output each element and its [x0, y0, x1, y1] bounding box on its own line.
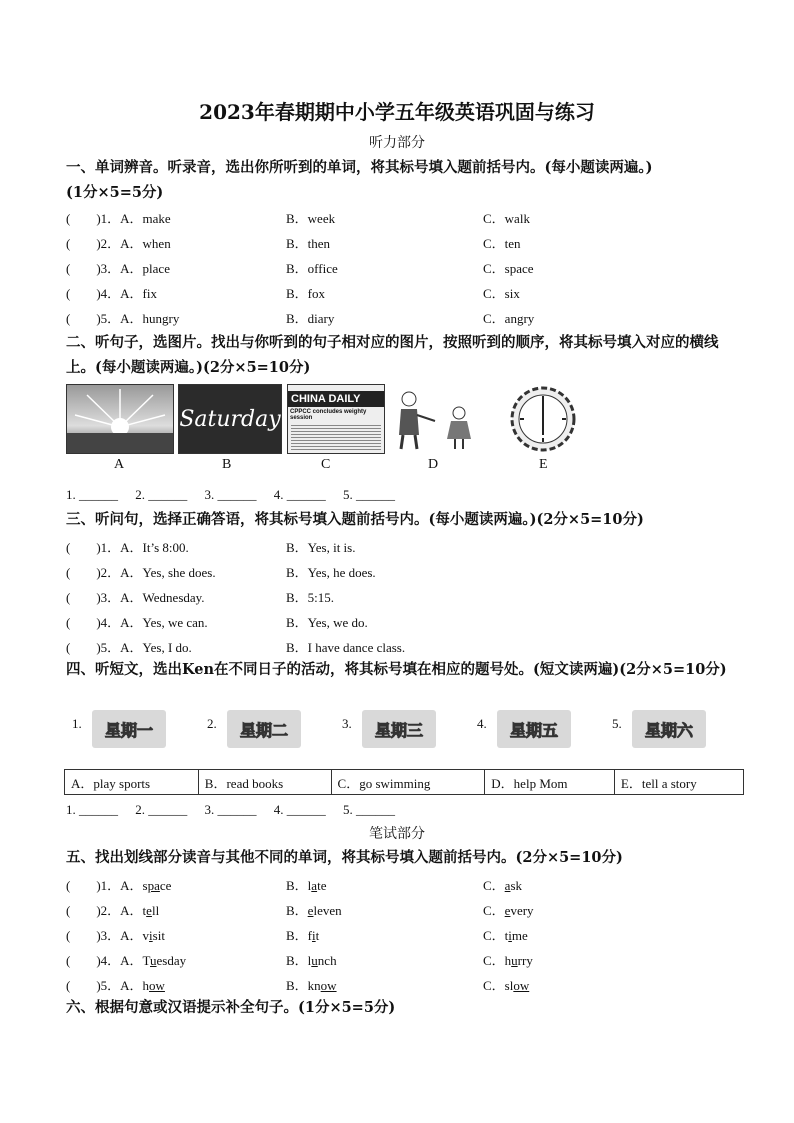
question-row — [66, 258, 746, 282]
word-prefix: C．t — [483, 928, 509, 943]
option-c[interactable] — [483, 925, 528, 944]
option-a[interactable] — [66, 875, 171, 894]
question-row — [66, 612, 746, 636]
word-prefix: T — [142, 953, 151, 968]
activity-b: B．read books — [198, 770, 331, 795]
day-item — [207, 716, 288, 740]
option-b[interactable] — [286, 875, 326, 894]
underlined-part: i — [508, 928, 512, 943]
day-number: 5. — [612, 716, 622, 731]
newspaper-masthead: CHINA DAILY — [288, 391, 384, 407]
word-suffix: sit — [152, 928, 165, 943]
question-row — [66, 950, 746, 974]
word-suffix: te — [317, 878, 327, 893]
section-2-blanks — [66, 487, 409, 503]
section-5-heading: 五、找出划线部分读音与其他不同的单词，将其标号填入题前括号内。(2分×5=10分) — [66, 849, 623, 866]
day-number: 3. — [342, 716, 352, 731]
option-c[interactable] — [483, 875, 522, 894]
word-suffix: nch — [317, 953, 337, 968]
blank-3[interactable]: 3. ______ — [204, 802, 257, 817]
word-prefix: h — [142, 978, 150, 993]
table-row — [65, 770, 744, 795]
word-suffix: rry — [517, 953, 533, 968]
writing-section-title: 笔试部分 — [369, 826, 425, 842]
word-suffix: ll — [151, 903, 160, 918]
option-a[interactable]: ( )4．A．Yes, we can. — [66, 615, 208, 630]
weekday-image: 星期二 — [227, 710, 301, 748]
picture-b-saturday — [178, 384, 282, 454]
section-1-heading: 一、单词辨音。听录音，选出你所听到的单词，将其标号填入题前括号内。(每小题读两遍。) (1分×5=5分) — [66, 159, 653, 201]
section-6-heading: 六、根据句意或汉语提示补全句子。(1分×5=5分) — [66, 999, 396, 1016]
blank-4[interactable]: 4. ______ — [273, 487, 326, 502]
word-prefix: B．kn — [286, 978, 321, 993]
blank-2[interactable]: 2. ______ — [135, 487, 188, 502]
option-b[interactable]: B．Yes, we do. — [286, 615, 368, 630]
option-b[interactable]: B．5:15. — [286, 590, 335, 605]
word-prefix: C． — [483, 903, 505, 918]
underlined-part: i — [312, 928, 316, 943]
option-a[interactable]: ( )3．A．Wednesday. — [66, 590, 205, 605]
page-title: 2023年春期期中小学五年级英语巩固与练习 — [199, 100, 595, 124]
people-image — [387, 385, 483, 453]
question-row — [66, 875, 746, 899]
option-a[interactable]: ( )1．A．make — [66, 211, 171, 226]
underlined-part: u — [311, 953, 318, 968]
blank-2[interactable]: 2. ______ — [135, 802, 188, 817]
option-a[interactable]: ( )5．A．Yes, I do. — [66, 640, 192, 655]
option-a[interactable] — [66, 950, 186, 969]
section-4-blanks — [66, 802, 409, 818]
day-item — [72, 716, 153, 740]
picture-e-clock — [494, 384, 592, 454]
day-item — [342, 716, 423, 740]
blank-1[interactable]: 1. ______ — [66, 487, 118, 502]
picture-label-c: C — [321, 457, 331, 472]
word-prefix: B．l — [286, 878, 312, 893]
option-b[interactable] — [286, 950, 337, 969]
word-suffix: me — [511, 928, 528, 943]
day-item — [477, 716, 558, 740]
option-b[interactable]: B．I have dance class. — [286, 640, 406, 655]
question-row — [66, 900, 746, 924]
option-a[interactable]: ( )2．A．when — [66, 236, 171, 251]
option-b[interactable]: B．fox — [286, 286, 326, 301]
word-prefix: B．f — [286, 928, 313, 943]
blank-5[interactable]: 5. ______ — [343, 802, 395, 817]
option-c[interactable] — [483, 975, 529, 994]
option-b[interactable]: B．Yes, it is. — [286, 540, 356, 555]
question-row — [66, 562, 746, 586]
option-b[interactable]: B．week — [286, 211, 336, 226]
picture-c-newspaper — [287, 384, 385, 454]
picture-a-sunrise — [66, 384, 174, 454]
word-prefix: C． — [483, 878, 505, 893]
option-b[interactable]: B．diary — [286, 311, 335, 326]
picture-label-b: B — [222, 457, 232, 472]
picture-label-e: E — [539, 457, 548, 472]
activity-d: D．help Mom — [485, 770, 615, 795]
underlined-part: ow — [513, 978, 530, 993]
weekday-image: 星期六 — [632, 710, 706, 748]
option-b[interactable]: B．Yes, he does. — [286, 565, 376, 580]
option-c[interactable]: C．ten — [483, 236, 521, 251]
option-c[interactable] — [483, 900, 534, 919]
question-number: ( )4．A． — [66, 953, 143, 968]
picture-label-a: A — [114, 457, 125, 472]
word-suffix: very — [510, 903, 534, 918]
question-row — [66, 308, 746, 332]
question-row — [66, 208, 746, 232]
question-row — [66, 233, 746, 257]
underlined-part: a — [504, 878, 511, 893]
blank-1[interactable]: 1. ______ — [66, 802, 118, 817]
activity-a: A．play sports — [65, 770, 199, 795]
option-a[interactable]: ( )5．A．hungry — [66, 311, 180, 326]
option-b[interactable] — [286, 925, 319, 944]
activity-e: E．tell a story — [614, 770, 743, 795]
weekday-image: 星期一 — [92, 710, 166, 748]
section-1-score: (1分×5=5分) — [66, 184, 164, 201]
question-number: ( )5．A． — [66, 978, 143, 993]
day-number: 2. — [207, 716, 217, 731]
option-a-word[interactable] — [143, 978, 165, 993]
weekday-image: 星期三 — [362, 710, 436, 748]
underlined-part: e — [504, 903, 511, 918]
section-3-heading: 三、听问句，选择正确答语，将其标号填入题前括号内。(每小题读两遍。)(2分×5=10分) — [66, 511, 644, 528]
option-b[interactable]: B．then — [286, 236, 331, 251]
option-c[interactable]: C．walk — [483, 211, 530, 226]
day-number: 1. — [72, 716, 82, 731]
word-suffix: sk — [510, 878, 523, 893]
option-b[interactable] — [286, 900, 342, 919]
section-4-heading: 四、听短文，选出Ken在不同日子的活动，将其标号填在相应的题号处。(短文读两遍)(2分×5=10分) — [66, 661, 727, 678]
option-a-word[interactable] — [143, 878, 172, 893]
underlined-part: a — [311, 878, 318, 893]
word-suffix: t — [315, 928, 320, 943]
blank-5[interactable]: 5. ______ — [343, 487, 395, 502]
word-prefix: t — [142, 903, 147, 918]
underlined-part: ow — [149, 978, 165, 993]
option-c[interactable]: C．angry — [483, 311, 535, 326]
word-suffix: leven — [313, 903, 342, 918]
option-c[interactable] — [483, 950, 533, 969]
option-a[interactable]: ( )1．A．It’s 8:00. — [66, 540, 189, 555]
picture-d-people — [386, 384, 484, 454]
option-c[interactable]: C．six — [483, 286, 520, 301]
option-a[interactable] — [66, 975, 165, 994]
question-number: ( )3．A． — [66, 928, 143, 943]
question-number: ( )1．A． — [66, 878, 143, 893]
question-row — [66, 283, 746, 307]
option-b[interactable]: B．office — [286, 261, 338, 276]
option-a[interactable]: ( )3．A．place — [66, 261, 170, 276]
word-prefix: B． — [286, 903, 308, 918]
day-number: 4. — [477, 716, 487, 731]
activity-c: C．go swimming — [331, 770, 485, 795]
section-2-heading: 二、听句子，选图片。找出与你听到的句子相对应的图片，按照听到的顺序，将其标号填入对应的横线上。(每小题读两遍。)(2分×5=10分) — [66, 334, 719, 376]
underlined-part: e — [146, 903, 152, 918]
day-item — [612, 716, 693, 740]
sunrise-image — [67, 385, 173, 453]
word-suffix: ce — [159, 878, 172, 893]
question-row — [66, 537, 746, 561]
weekday-image: 星期五 — [497, 710, 571, 748]
option-a[interactable]: ( )2．A．Yes, she does. — [66, 565, 216, 580]
listening-section-title: 听力部分 — [369, 135, 425, 151]
clock-icon — [495, 385, 591, 453]
underlined-part: pa — [147, 878, 160, 893]
underlined-part: ow — [320, 978, 337, 993]
blank-4[interactable]: 4. ______ — [273, 802, 326, 817]
picture-label-d: D — [428, 457, 439, 472]
question-row — [66, 925, 746, 949]
option-a-word[interactable] — [143, 903, 160, 918]
saturday-text: Saturday — [179, 406, 281, 432]
blank-3[interactable]: 3. ______ — [204, 487, 257, 502]
underlined-part: u — [511, 953, 518, 968]
option-a[interactable] — [66, 900, 159, 919]
newspaper-headline: CPPCC concludes weighty session — [290, 409, 367, 421]
word-prefix: B．l — [286, 953, 312, 968]
underlined-part: e — [307, 903, 314, 918]
word-prefix: C．h — [483, 953, 512, 968]
underlined-part: i — [149, 928, 153, 943]
question-number: ( )2．A． — [66, 903, 143, 918]
option-c[interactable]: C．space — [483, 261, 534, 276]
option-a[interactable]: ( )4．A．fix — [66, 286, 157, 301]
word-prefix: C．sl — [483, 978, 514, 993]
activities-table — [64, 769, 744, 795]
option-a-word[interactable] — [143, 928, 165, 943]
underlined-part: u — [150, 953, 157, 968]
option-a-word[interactable] — [143, 953, 187, 968]
word-suffix: esday — [156, 953, 187, 968]
word-prefix: s — [142, 878, 148, 893]
option-a[interactable] — [66, 925, 165, 944]
option-b[interactable] — [286, 975, 337, 994]
question-row — [66, 587, 746, 611]
word-prefix: v — [142, 928, 150, 943]
